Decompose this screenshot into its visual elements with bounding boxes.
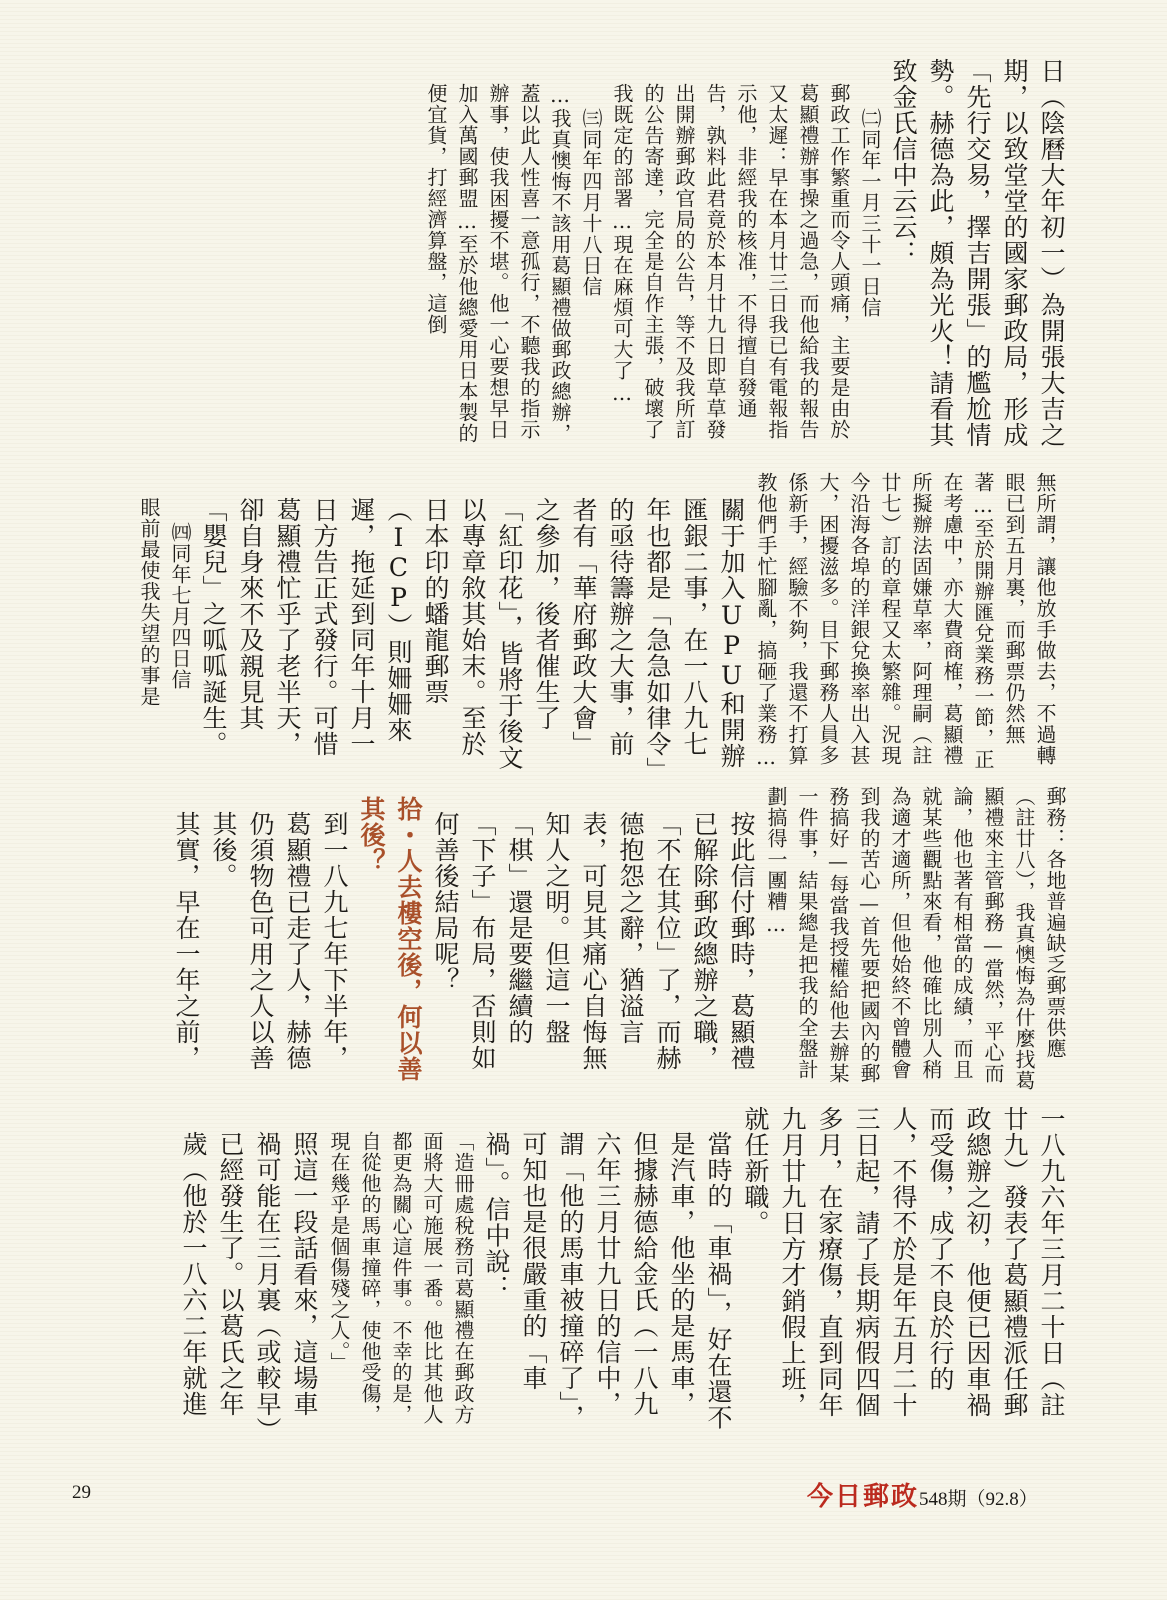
letter-quote-paragraph: 郵政工作繁重而令人頭痛，主要是由於葛顯禮辦事操之過急，而他給我的報告又太遲：早在本月廿三日我已有電報指示他，非經我的核准，不得擅自發通告，孰料此君竟於本月廿九日即草草發出開辦郵政官局的公告，等不及我所訂的公告寄達，完全是自作主張，破壞了我既定的部署…現在麻煩可大了… bbox=[610, 83, 851, 440]
letter-quote-paragraph: ㈢同年四月十八日信 bbox=[579, 108, 603, 297]
body-paragraph: 日（陰曆大年初一）為開張大吉之期，以致堂堂的國家郵政局，形成「先行交易，擇吉開張」的尷尬情勢。赫德為此，頗為光火！請看其致金氏信中云云： bbox=[889, 58, 1066, 448]
section-heading: 拾・人去樓空後，何以善其後？ bbox=[357, 796, 423, 1082]
body-paragraph: 一八九六年三月二十日（註廿九）發表了葛顯禮派任郵政總辦之初，他便已因車禍而受傷，成了不良於行的人，不得不於是年五月二十三日起，請了長期病假四個多月，在家療傷，直到同年九月廿九日方才銷假上班，就任新職。 bbox=[741, 1106, 1066, 1418]
letter-quote-paragraph: 眼前最使我失望的事是 bbox=[137, 497, 161, 707]
body-paragraph: 按此信付郵時，葛顯禮已解除郵政總辦之職，「不在其位」了，而赫德抱怨之辭，猶溢言表，可見其痛心自悔無知人之明。但這一盤「棋」還是要繼續的「下子」布局，否則如何善後結局呢？ bbox=[431, 811, 756, 1071]
text-block-middle-left bbox=[80, 786, 1070, 1096]
letter-quote-paragraph: …我真懊悔不該用葛顯禮做郵政總辦，蓋以此人性喜一意孤行，不聽我的指示辦事，使我困擾不堪。他一心要想早日加入萬國郵盟…至於他總愛用日本製的便宜貨，打經濟算盤，這倒 bbox=[424, 83, 572, 444]
letter-quote-paragraph: 無所謂，讓他放手做去，不過轉眼已到五月裏，而郵票仍然無著…至於開辦匯兌業務一節，正在考慮中，亦大費商榷，葛顯禮所擬辦法固嫌草率，阿理嗣（註廿七）訂的章程又太繁雜。況現今沿海各埠的洋銀兌換率出入甚大，困擾滋多。目下郵務人員多係新手，經驗不夠，我還不打算教他們手忙腳亂，搞砸了業務… bbox=[754, 472, 1057, 770]
text-block-bottom bbox=[115, 1106, 1070, 1431]
magazine-logo: 今日郵政 bbox=[807, 1482, 920, 1511]
body-paragraph: 到一八九七年下半年，葛顯禮已走了人，赫德仍須物色可用之人以善其後。 bbox=[209, 811, 349, 1071]
letter-quote-paragraph: ㈡同年一月三十一日信 bbox=[858, 108, 882, 318]
page-number: 29 bbox=[72, 1482, 91, 1503]
body-paragraph: 當時的「車禍」，好在還不是汽車，他坐的是馬車，但據赫德給金氏（一八九六年三月廿九日的信中，謂「他的馬車被撞碎了」，可知也是很嚴重的「車禍」。信中說： bbox=[482, 1131, 733, 1431]
text-block-middle-right bbox=[95, 472, 1060, 782]
letter-quote-paragraph: 郵務：各地普遍缺乏郵票供應（註廿八），我真懊悔為什麼找葛顯禮來主管郵務—當然，平心而論，他也著有相當的成績，而且就某些觀點來看，他確比別人稍為適才適所，但他始終不曾體會到我的苦心—首先要把國內的郵務搞好—每當我授權給他去辦某一件事，結果總是把我的全盤計劃搞得一團糟… bbox=[764, 786, 1067, 1091]
body-paragraph: 照這一段話看來，這場車禍可能在三月裏（或較早）已經發生了。以葛氏之年歲（他於一八六二年就進 bbox=[179, 1131, 319, 1431]
issue-number: 548期（92.8） bbox=[919, 1489, 1038, 1510]
letter-quote-paragraph: ㈣同年七月四日信 bbox=[168, 522, 192, 690]
magazine-footer bbox=[807, 1476, 1038, 1513]
letter-quote-paragraph: 「造冊處稅務司葛顯禮在郵政方面將大可施展一番。他比其他人都更為關心這件事。不幸的是，自從他的馬車撞碎，使他受傷，現在幾乎是個傷殘之人。」 bbox=[327, 1131, 475, 1425]
text-block-top-right bbox=[95, 58, 1070, 458]
body-paragraph: 其實，早在一年之前， bbox=[172, 811, 201, 1071]
body-paragraph: 關于加入UPU和開辦匯銀二事，在一八九七年也都是「急急如律令」的亟待籌辦之大事，前者有「華府郵政大會」之參加，後者催生了「紅印花」，皆將于後文以專章敘其始末。至於日本印的蟠龍郵票（ICP）則姍姍來遲，拖延到同年十月一日方告正式發行。可惜葛顯禮忙乎了老半天，卻自身來不及親見其「嬰兒」之呱呱誕生。 bbox=[199, 497, 746, 771]
